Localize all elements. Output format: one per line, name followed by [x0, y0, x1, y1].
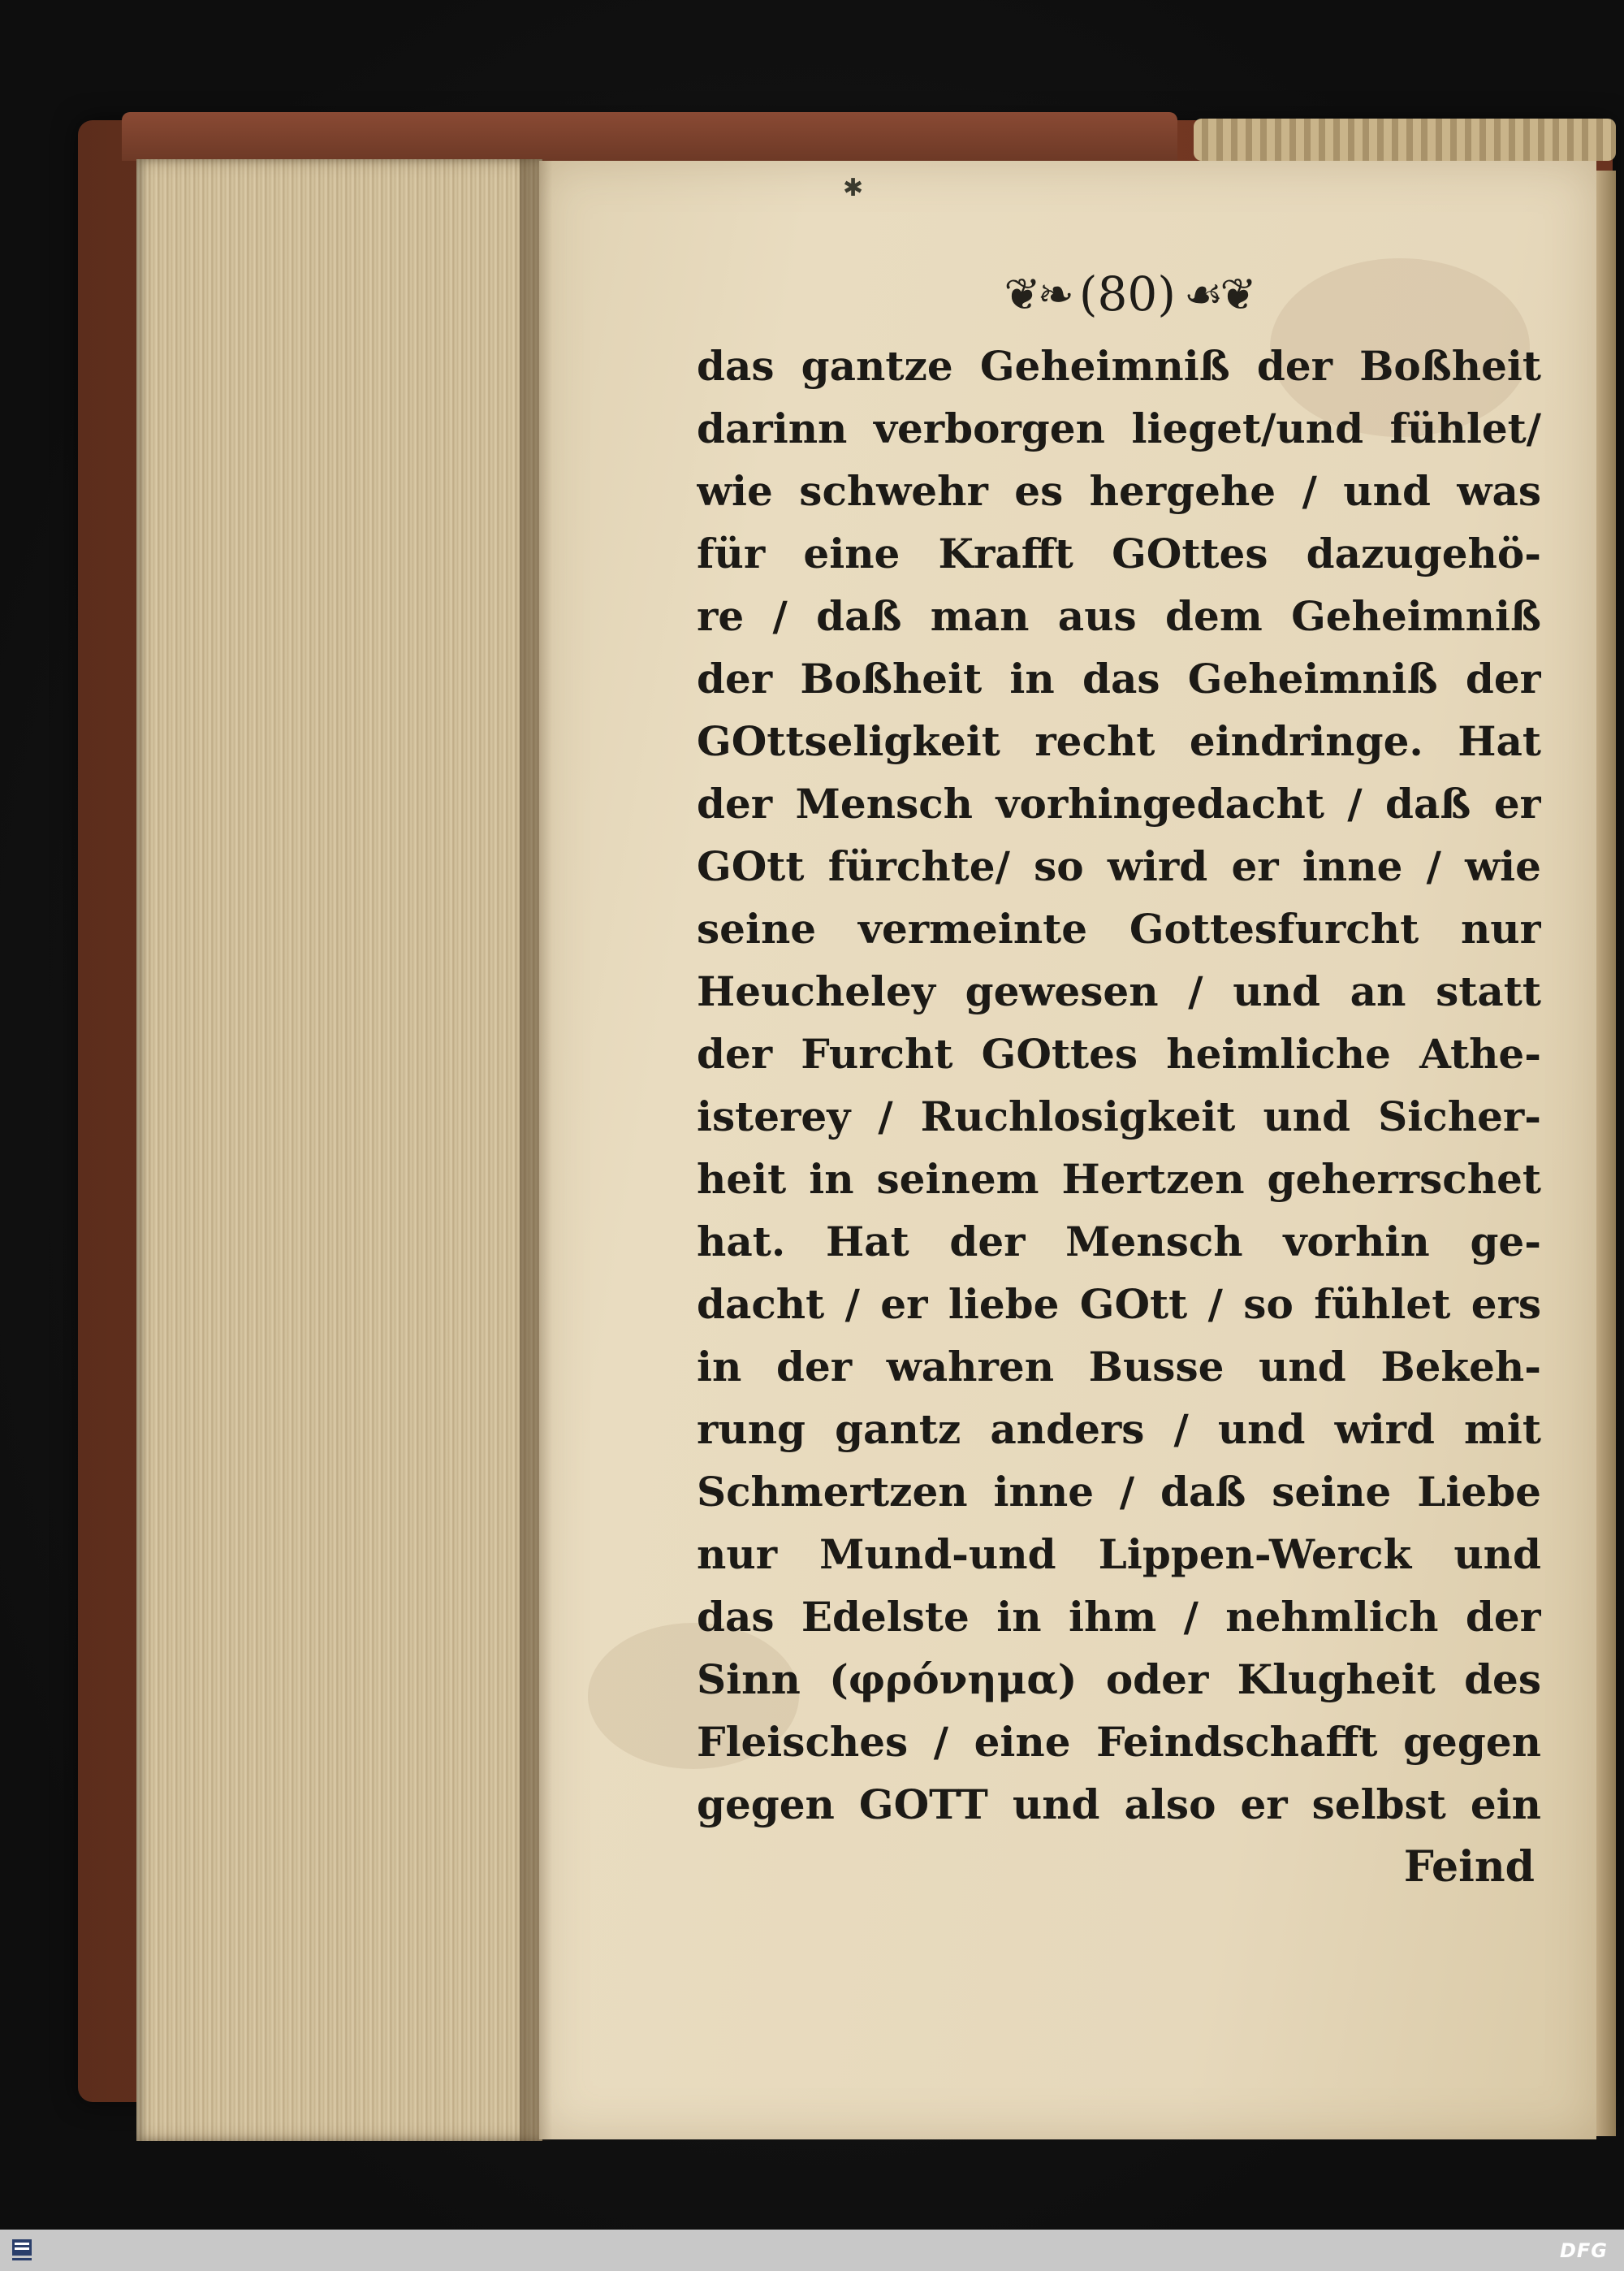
text-line: wie schwehr es hergehe / und was	[697, 467, 1541, 515]
page-gutter-shadow	[520, 159, 552, 2141]
ornament-left-icon: ❦❧	[1004, 268, 1071, 320]
headband	[1194, 119, 1616, 161]
text-line: seine vermeinte Gottesfurcht nur	[697, 905, 1541, 953]
page-header	[950, 262, 1307, 327]
page-fore-edge	[1596, 171, 1616, 2136]
text-line: der Boßheit in das Geheimniß der	[697, 655, 1541, 703]
viewer-footer-bar	[0, 2230, 1624, 2271]
text-line: rung gantz anders / und wird mit	[697, 1405, 1541, 1453]
text-line: der Furcht GOttes heimliche Athe-	[697, 1030, 1541, 1078]
text-line: Heucheley gewesen / und an statt	[697, 967, 1541, 1015]
text-line: Schmertzen inne / daß seine Liebe	[697, 1468, 1541, 1516]
page-number: (80)	[1078, 266, 1176, 322]
printer-mark-icon: ✱	[843, 174, 864, 202]
text-line: Sinn (φρόνημα) oder Klugheit des	[697, 1655, 1541, 1703]
dfg-logo[interactable]: DFG	[1559, 2239, 1608, 2262]
ornament-right-icon: ☙❦	[1183, 268, 1254, 320]
text-line: GOtt fürchte/ so wird er inne / wie	[697, 842, 1541, 890]
body-text	[697, 335, 1541, 1836]
text-line: Fleisches / eine Feindschafft gegen	[697, 1718, 1541, 1766]
text-line: darinn verborgen lieget/und fühlet/	[697, 404, 1541, 452]
text-line: in der wahren Busse und Bekeh-	[697, 1343, 1541, 1391]
catchword: Feind	[1403, 1842, 1535, 1892]
text-line: das Edelste in ihm / nehmlich der	[697, 1593, 1541, 1641]
text-line: gegen GOTT und also er selbst ein	[697, 1780, 1541, 1828]
text-line: hat. Hat der Mensch vorhin ge-	[697, 1218, 1541, 1265]
page-block-edges	[136, 159, 542, 2141]
text-line: das gantze Geheimniß der Boßheit	[697, 342, 1541, 390]
library-logo-icon[interactable]	[8, 2234, 36, 2267]
text-line: der Mensch vorhingedacht / daß er	[697, 780, 1541, 828]
text-line: isterey / Ruchlosigkeit und Sicher-	[697, 1092, 1541, 1140]
text-line: dacht / er liebe GOtt / so fühlet ers	[697, 1280, 1541, 1328]
text-line: re / daß man aus dem Geheimniß	[697, 592, 1541, 640]
text-line: für eine Krafft GOttes dazugehö-	[697, 530, 1541, 577]
text-line: GOttseligkeit recht eindringe. Hat	[697, 717, 1541, 765]
text-line: nur Mund-und Lippen-Werck und	[697, 1530, 1541, 1578]
text-line: heit in seinem Hertzen geherrschet	[697, 1155, 1541, 1203]
cover-top-edge	[122, 112, 1177, 161]
